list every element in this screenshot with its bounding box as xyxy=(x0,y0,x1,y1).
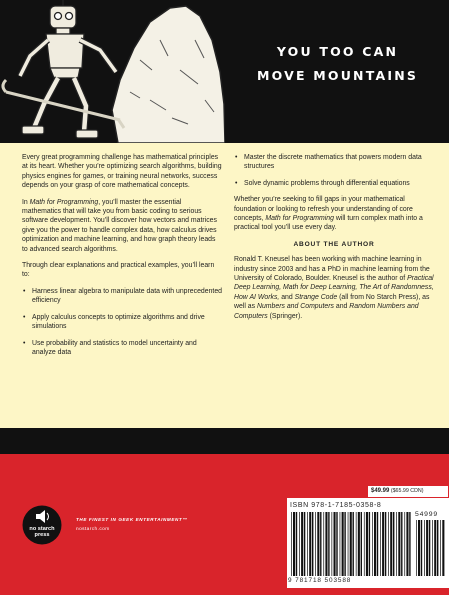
barcode-bar xyxy=(291,512,292,576)
closing-text-2: will turn complex math into a practical tool you’ll use every day. xyxy=(234,215,423,232)
barcode-bar xyxy=(382,512,384,576)
overview-text-1: In xyxy=(22,198,30,206)
bottom-black-band xyxy=(0,428,449,454)
headline-line-2: MOVE MOUNTAINS xyxy=(256,68,419,83)
price-barcode xyxy=(415,520,447,576)
barcode-bar xyxy=(372,512,373,576)
book-title-italic: Math for Programming xyxy=(29,198,99,206)
about-author-heading: ABOUT THE AUTHOR xyxy=(293,240,375,248)
isbn-barcode xyxy=(290,512,412,576)
barcode-bar xyxy=(418,520,420,576)
list-item: • Apply calculus concepts to optimize algorithms and drive simulations xyxy=(22,313,222,332)
barcode-bar xyxy=(385,512,386,576)
barcode-bar xyxy=(332,512,333,576)
barcode-bar xyxy=(393,512,394,576)
learn-list-left xyxy=(22,287,222,357)
overview-text-2: , you’ll master the essential mathematics that will take you from basic coding to serious software development. You’ll discover how vectors and matrices give you the power to handle complex data, how calculus drives optimization and machine learning, and how graph theory leads to advanced search algorithms. xyxy=(22,198,217,253)
publisher-website: nostarch.com xyxy=(76,527,110,532)
barcode-bar xyxy=(350,512,352,576)
robot-pushing-boulder-illustration xyxy=(0,0,225,143)
barcode-bar xyxy=(336,512,337,576)
left-column xyxy=(22,153,222,364)
barcode-bar xyxy=(398,512,400,576)
logo-text-2: press xyxy=(34,532,50,538)
barcode-bar xyxy=(293,512,295,576)
list-item: • Use probability and statistics to model uncertainty and analyze data xyxy=(22,339,222,358)
bio-title-italic: Strange Code xyxy=(294,293,338,301)
barcode-bar xyxy=(390,512,392,576)
list-item: • Solve dynamic problems through differential equations xyxy=(234,179,434,188)
barcode-bar xyxy=(377,512,378,576)
overview-paragraph xyxy=(22,198,222,254)
barcode-bar xyxy=(315,512,316,576)
closing-paragraph xyxy=(234,195,434,233)
intro-paragraph: Every great programming challenge has mathematical principles at its heart. Whether you’re optimizing search algorithms, building physics engines for games, or training neural networks, success depends on your grasp of core mathematical concepts. xyxy=(22,154,222,190)
logo-text-1: no starch xyxy=(29,526,55,532)
list-item: • Master the discrete mathematics that powers modern data structures xyxy=(234,153,434,172)
bio-text: (Springer). xyxy=(267,312,303,320)
barcode-bar xyxy=(440,520,441,576)
barcode-bar xyxy=(340,512,341,576)
bio-text: and xyxy=(279,293,295,301)
bio-text: and xyxy=(333,303,350,311)
barcode-bar xyxy=(299,512,300,576)
barcode-bar xyxy=(437,520,438,576)
price-usd: $49.99 xyxy=(371,488,390,494)
right-column xyxy=(234,153,434,328)
barcode-bar xyxy=(369,512,370,576)
learn-intro-paragraph: Through clear explanations and practical examples, you’ll learn to: xyxy=(22,262,215,279)
barcode-bar xyxy=(320,512,321,576)
barcode-bar xyxy=(361,512,362,576)
barcode-bar xyxy=(374,512,376,576)
barcode-bar xyxy=(334,512,336,576)
barcode-bar xyxy=(388,512,389,576)
barcode-bar xyxy=(317,512,319,576)
barcode-bar xyxy=(342,512,344,576)
list-item: • Harness linear algebra to manipulate data with unprecedented efficiency xyxy=(22,287,222,306)
barcode-bar xyxy=(409,512,410,576)
barcode-bar xyxy=(296,512,297,576)
barcode-bar xyxy=(406,512,408,576)
barcode-bar xyxy=(429,520,430,576)
barcode-bar xyxy=(356,512,357,576)
barcode-bar xyxy=(344,512,345,576)
barcode-bar xyxy=(325,512,327,576)
barcode-bar xyxy=(307,512,308,576)
barcode-bar xyxy=(404,512,405,576)
barcode-bar xyxy=(396,512,397,576)
price-label xyxy=(368,486,448,497)
barcode-bar xyxy=(432,520,433,576)
bio-text: Ronald T. Kneusel has been working with machine learning in industry since 2003 and has a PhD in machine learning from the University of Colorado, Boulder. Kneusel is the author of xyxy=(234,256,430,283)
bio-text: (all from No Starch Press), as well as xyxy=(234,293,430,311)
barcode-bar xyxy=(301,512,303,576)
isbn-label: ISBN 978-1-7185-0358-8 xyxy=(290,502,382,509)
barcode-bar xyxy=(421,520,422,576)
no-starch-press-logo xyxy=(22,505,62,545)
bio-title-italic: Practical Deep Learning, Math for Deep Learning, The Art of Randomness, How AI Works, xyxy=(234,275,434,301)
barcode-bar xyxy=(366,512,368,576)
price-cdn: ($65.99 CDN) xyxy=(390,488,424,494)
barcode-bar xyxy=(380,512,381,576)
barcode-bar xyxy=(304,512,305,576)
ean5-digits: 54999 xyxy=(415,511,438,518)
headline xyxy=(226,40,449,88)
publisher-tagline: THE FINEST IN GEEK ENTERTAINMENT™ xyxy=(76,517,188,522)
barcode-bar xyxy=(309,512,311,576)
barcode-bar xyxy=(424,520,425,576)
learn-list-right xyxy=(234,153,434,188)
barcode-bar xyxy=(358,512,360,576)
barcode-bar xyxy=(348,512,349,576)
barcode-bar xyxy=(364,512,365,576)
ean13-digits: 9 781718 503588 xyxy=(288,577,352,584)
closing-text-1: Whether you’re seeking to fill gaps in your mathematical foundation or looking to refresh your understanding of core concepts, xyxy=(234,196,413,223)
barcode-bar xyxy=(353,512,354,576)
bio-title-italic: Numbers and Computers xyxy=(256,303,334,311)
barcode-bar xyxy=(434,520,436,576)
barcode-bar xyxy=(426,520,428,576)
barcode-bar xyxy=(323,512,324,576)
barcode-bar xyxy=(401,512,402,576)
barcode-bar xyxy=(312,512,313,576)
bio-title-italic: Random Numbers and Computers xyxy=(234,303,419,320)
barcode-bar xyxy=(442,520,444,576)
book-title-italic: Math for Programming xyxy=(265,215,334,223)
barcode-bar xyxy=(416,520,417,576)
barcode-bar xyxy=(328,512,329,576)
author-bio xyxy=(234,255,434,321)
headline-line-1: YOU TOO CAN xyxy=(276,44,399,59)
